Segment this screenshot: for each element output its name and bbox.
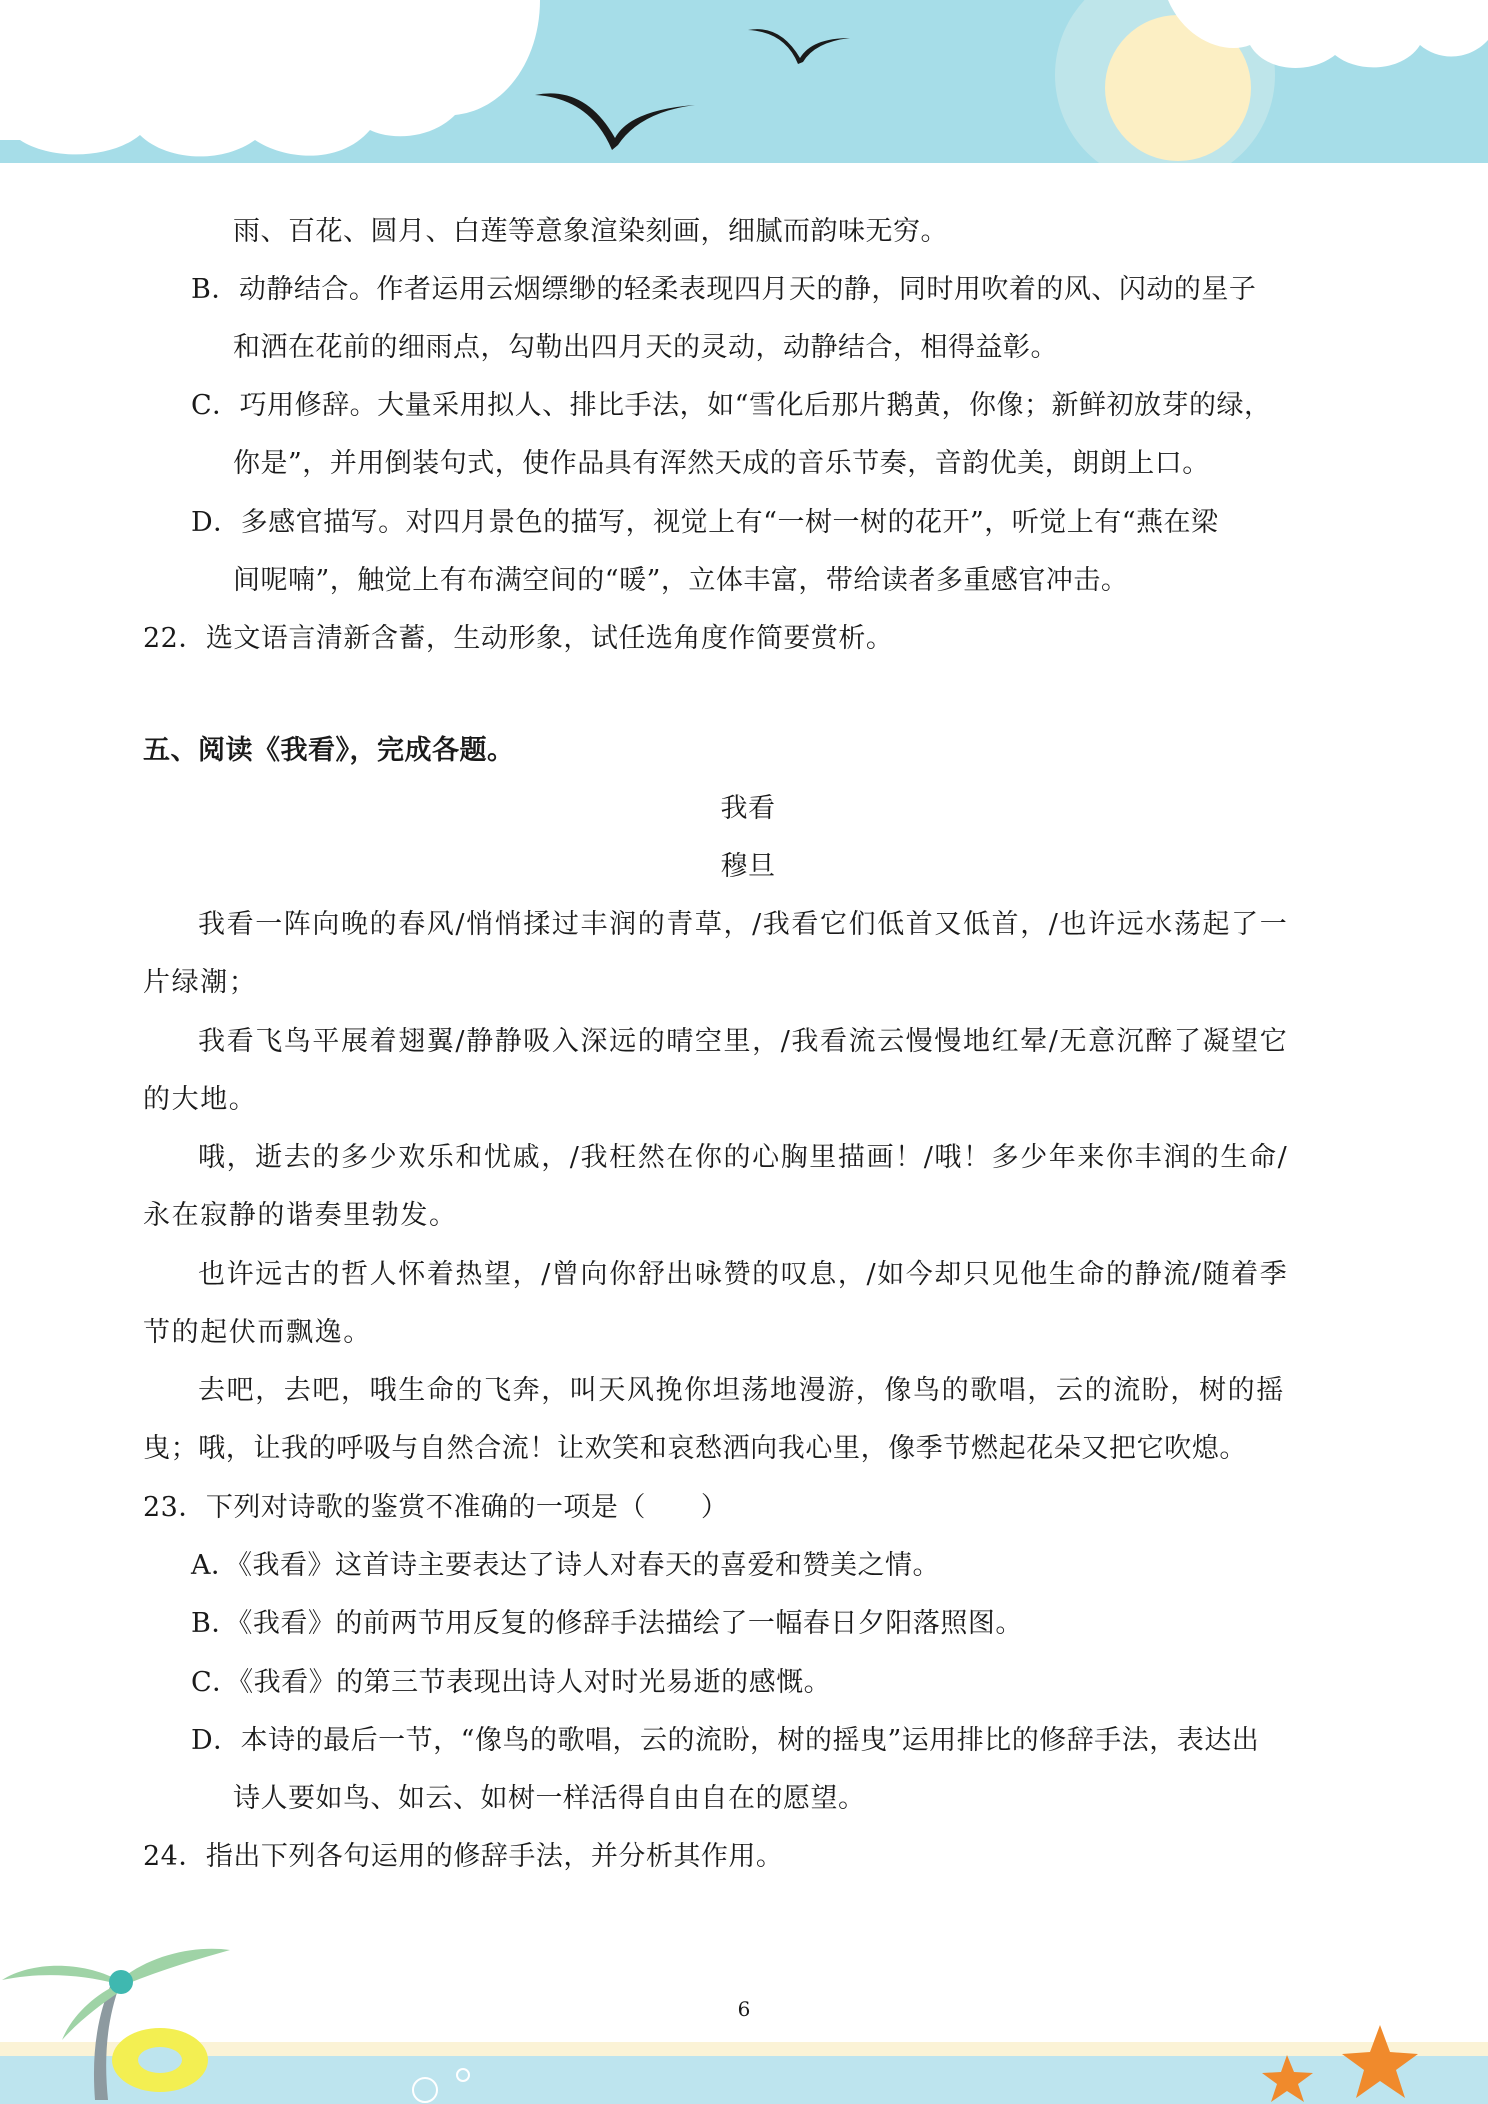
section-heading: 五、阅读《我看》，完成各题。 [143,735,515,766]
palm-leaf [2,1966,118,1984]
option-c-continuation: 你是”，并用倒装句式，使作品具有浑然天成的音乐节奏，音韵优美，朗朗上口。 [233,448,1210,479]
poem-stanza-2: 我看飞鸟平展着翅翼/静静吸入深远的晴空里，/我看流云慢慢地红晕/无意沉醉了凝望它 [198,1026,1289,1057]
poem-stanza-1: 我看一阵向晚的春风/悄悄揉过丰润的青草，/我看它们低首又低首，/也许远水荡起了一 [198,909,1289,940]
q23-option-c: C．《我看》的第三节表现出诗人对时光易逝的感慨。 [191,1667,832,1698]
poem-stanza-5-end: 曳；哦，让我的呼吸与自然合流！让欢笑和哀愁洒向我心里，像季节燃起花朵又把它吹熄。 [143,1433,1247,1464]
sand-strip [0,2042,1488,2056]
question-24: 24．指出下列各句运用的修辞手法，并分析其作用。 [143,1841,784,1872]
q23-option-d: D．本诗的最后一节，“像鸟的歌唱，云的流盼，树的摇曳”运用排比的修辞手法，表达出 [191,1725,1260,1756]
q23-option-a: A．《我看》这首诗主要表达了诗人对春天的喜爱和赞美之情。 [191,1550,940,1581]
question-23: 23．下列对诗歌的鉴赏不准确的一项是（ ） [143,1492,729,1523]
coconut-icon [109,1970,133,1994]
option-b: B．动静结合。作者运用云烟缥缈的轻柔表现四月天的静，同时用吹着的风、闪动的星子 [191,274,1257,305]
option-a-continuation: 雨、百花、圆月、白莲等意象渲染刻画，细腻而韵味无穷。 [233,216,948,247]
option-d-continuation: 间呢喃”，触觉上有布满空间的“暖”，立体丰富，带给读者多重感官冲击。 [233,565,1129,596]
poem-stanza-4-end: 节的起伏而飘逸。 [143,1317,372,1348]
poem-stanza-1-end: 片绿潮； [143,967,258,998]
option-b-continuation: 和洒在花前的细雨点，勾勒出四月天的灵动，动静结合，相得益彰。 [233,332,1058,363]
poem-author: 穆旦 [720,851,776,882]
question-22: 22．选文语言清新含蓄，生动形象，试任选角度作简要赏析。 [143,623,894,654]
poem-title: 我看 [720,793,776,824]
poem-stanza-4: 也许远古的哲人怀着热望，/曾向你舒出咏赞的叹息，/如今却只见他生命的静流/随着季 [198,1259,1289,1290]
palm-leaf [120,1949,230,1986]
option-c: C．巧用修辞。大量采用拟人、排比手法，如“雪化后那片鹅黄，你像；新鲜初放芽的绿， [191,390,1272,421]
option-d: D．多感官描写。对四月景色的描写，视觉上有“一树一树的花开”，听觉上有“燕在梁 [191,507,1219,538]
q23-option-d-continuation: 诗人要如鸟、如云、如树一样活得自由自在的愿望。 [233,1783,866,1814]
poem-stanza-3: 哦，逝去的多少欢乐和忧戚，/我枉然在你的心胸里描画！/哦！多少年来你丰润的生命/ [198,1142,1289,1173]
sky-banner [0,0,1488,170]
poem-stanza-5: 去吧，去吧，哦生命的飞奔，叫天风挽你坦荡地漫游，像鸟的歌唱，云的流盼，树的摇 [198,1375,1285,1406]
q23-option-b: B．《我看》的前两节用反复的修辞手法描绘了一幅春日夕阳落照图。 [191,1608,1023,1639]
poem-stanza-3-end: 永在寂静的谐奏里勃发。 [143,1200,458,1231]
sea-strip [0,2056,1488,2104]
poem-stanza-2-end: 的大地。 [143,1084,258,1115]
page-number: 6 [737,1997,751,2021]
